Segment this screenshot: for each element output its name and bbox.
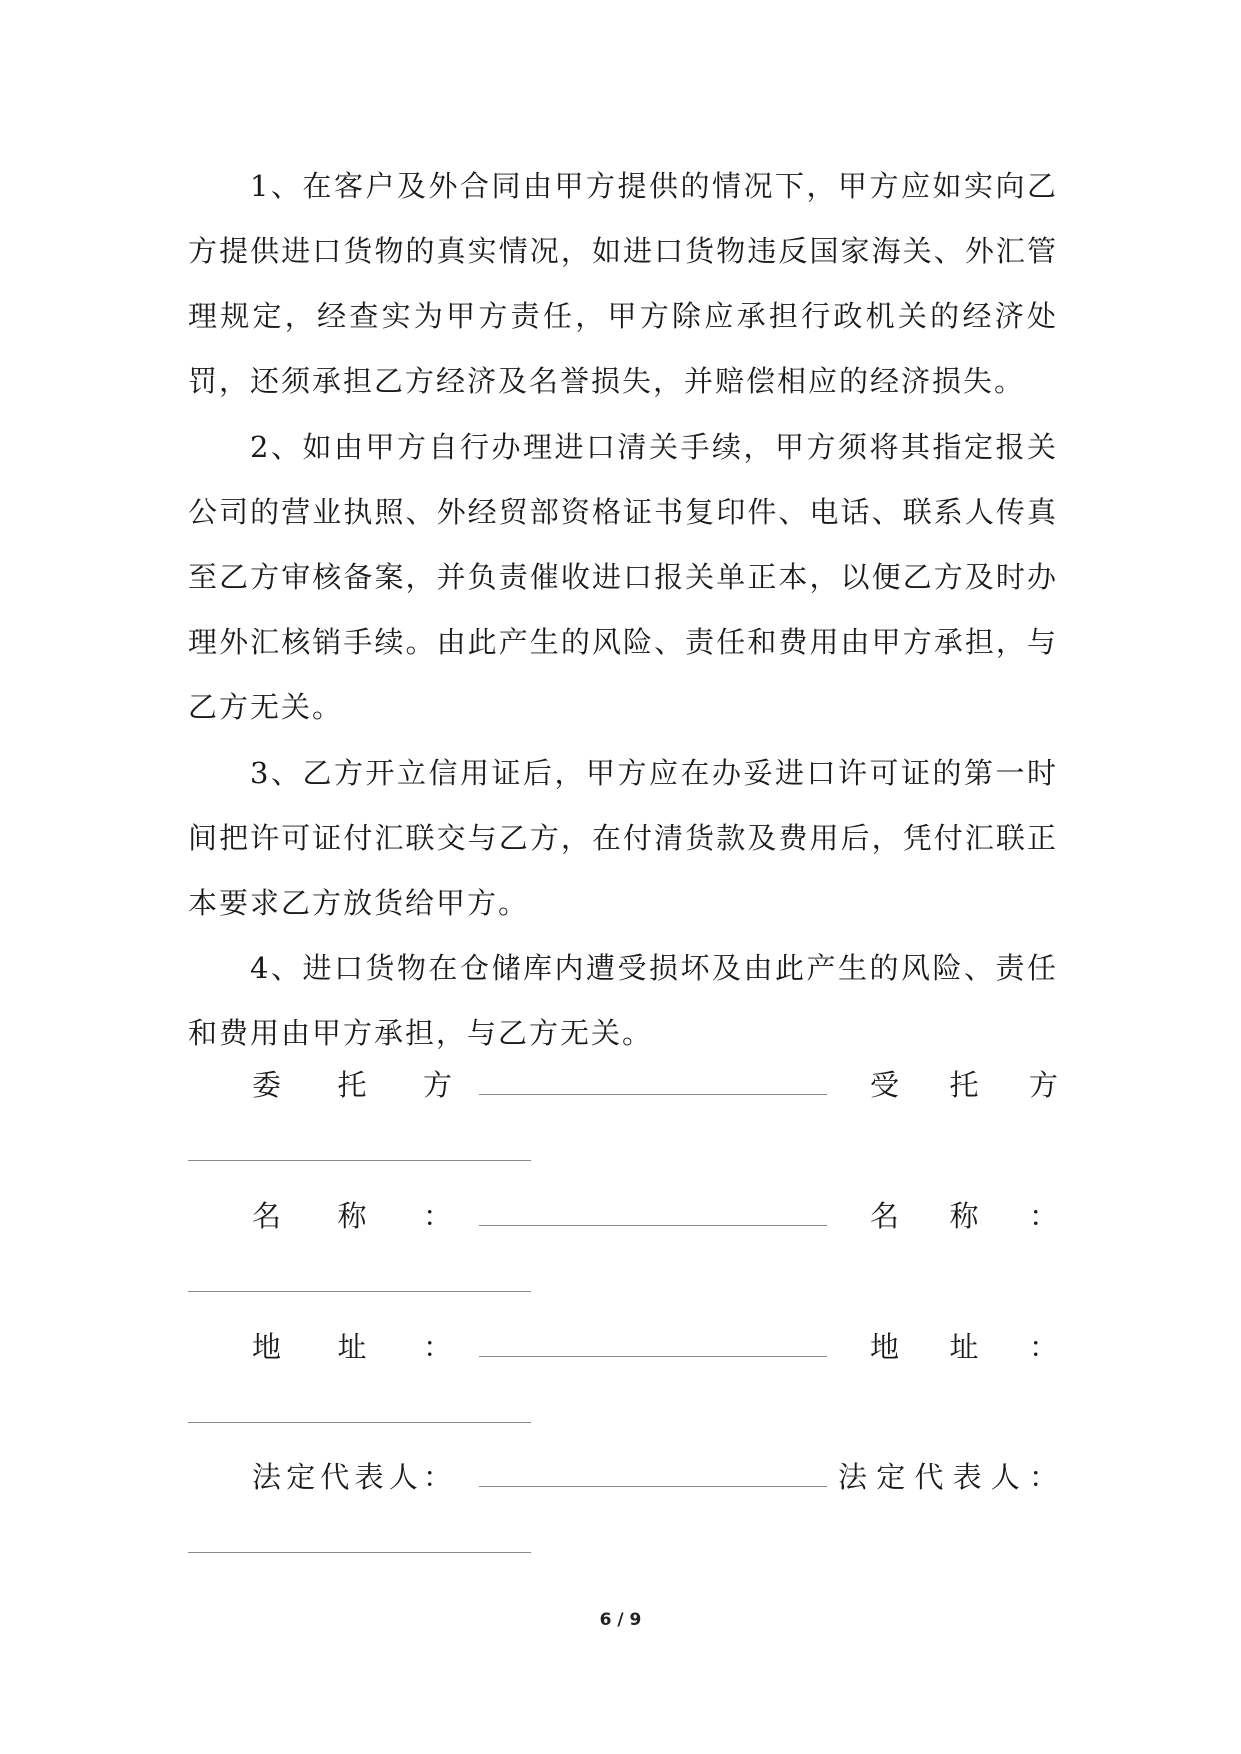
label-char: 名 bbox=[870, 1199, 900, 1233]
consignee-address-blank bbox=[188, 1422, 531, 1423]
consignee-label bbox=[870, 1052, 1058, 1118]
label-char: 定 bbox=[286, 1460, 316, 1494]
label-char: 表 bbox=[354, 1460, 384, 1494]
label-char: 地 bbox=[252, 1330, 282, 1364]
label-char: 法 bbox=[252, 1460, 282, 1494]
clause-1: 1、在客户及外合同由甲方提供的情况下，甲方应如实向乙方提供进口货物的真实情况，如进口货物违反国家海关、外汇管理规定，经查实为甲方责任，甲方除应承担行政机关的经济处罚，还须承担乙方经济及名誉损失，并赔偿相应的经济损失。 bbox=[188, 169, 1058, 398]
consignor-representative-label bbox=[252, 1444, 452, 1510]
consignor-blank bbox=[479, 1094, 827, 1095]
consignee-address-label bbox=[870, 1314, 1058, 1380]
label-char: ： bbox=[1028, 1199, 1058, 1233]
label-char: 托 bbox=[949, 1068, 979, 1102]
label-char: 法 bbox=[838, 1460, 868, 1494]
label-char: 定 bbox=[876, 1460, 906, 1494]
label-char: 址 bbox=[949, 1330, 979, 1364]
label-char: 方 bbox=[422, 1068, 452, 1102]
label-char: 受 bbox=[870, 1068, 900, 1102]
consignor-address-blank bbox=[479, 1356, 827, 1357]
label-char: 称 bbox=[949, 1199, 979, 1233]
label-char: 代 bbox=[320, 1460, 350, 1494]
label-char: 人 bbox=[990, 1460, 1020, 1494]
label-char: ： bbox=[422, 1199, 452, 1233]
signature-row-party bbox=[188, 1052, 1058, 1118]
consignee-representative-label bbox=[838, 1444, 1058, 1510]
consignee-representative-blank bbox=[188, 1552, 531, 1553]
label-char: ： bbox=[422, 1330, 452, 1364]
signature-row-name bbox=[188, 1183, 1058, 1249]
label-char: 名 bbox=[252, 1199, 282, 1233]
signature-row-representative bbox=[188, 1444, 1058, 1510]
clause-2: 2、如由甲方自行办理进口清关手续，甲方须将其指定报关公司的营业执照、外经贸部资格证书复印件、电话、联系人传真至乙方审核备案，并负责催收进口报关单正本，以便乙方及时办理外汇核销手续。由此产生的风险、责任和费用由甲方承担，与乙方无关。 bbox=[188, 430, 1058, 724]
label-char: 委 bbox=[252, 1068, 282, 1102]
label-char: 托 bbox=[337, 1068, 367, 1102]
consignor-address-label bbox=[252, 1314, 452, 1380]
consignee-name-blank bbox=[188, 1291, 531, 1292]
label-char: ： bbox=[422, 1460, 452, 1494]
label-char: 方 bbox=[1028, 1068, 1058, 1102]
clause-4: 4、进口货物在仓储库内遭受损坏及由此产生的风险、责任和费用由甲方承担，与乙方无关。 bbox=[188, 951, 1058, 1050]
label-char: ： bbox=[1028, 1460, 1058, 1494]
consignee-blank bbox=[188, 1160, 531, 1161]
label-char: 址 bbox=[337, 1330, 367, 1364]
page-number: 6 / 9 bbox=[599, 1610, 642, 1630]
label-char: ： bbox=[1028, 1330, 1058, 1364]
label-char: 表 bbox=[952, 1460, 982, 1494]
consignor-label bbox=[252, 1052, 452, 1118]
consignor-name-blank bbox=[479, 1225, 827, 1226]
label-char: 地 bbox=[870, 1330, 900, 1364]
label-char: 人 bbox=[388, 1460, 418, 1494]
consignor-name-label bbox=[252, 1183, 452, 1249]
consignor-representative-blank bbox=[479, 1486, 827, 1487]
clause-3: 3、乙方开立信用证后，甲方应在办妥进口许可证的第一时间把许可证付汇联交与乙方，在付清货款及费用后，凭付汇联正本要求乙方放货给甲方。 bbox=[188, 756, 1058, 920]
label-char: 代 bbox=[914, 1460, 944, 1494]
label-char: 称 bbox=[337, 1199, 367, 1233]
consignee-name-label bbox=[870, 1183, 1058, 1249]
signature-row-address bbox=[188, 1314, 1058, 1380]
